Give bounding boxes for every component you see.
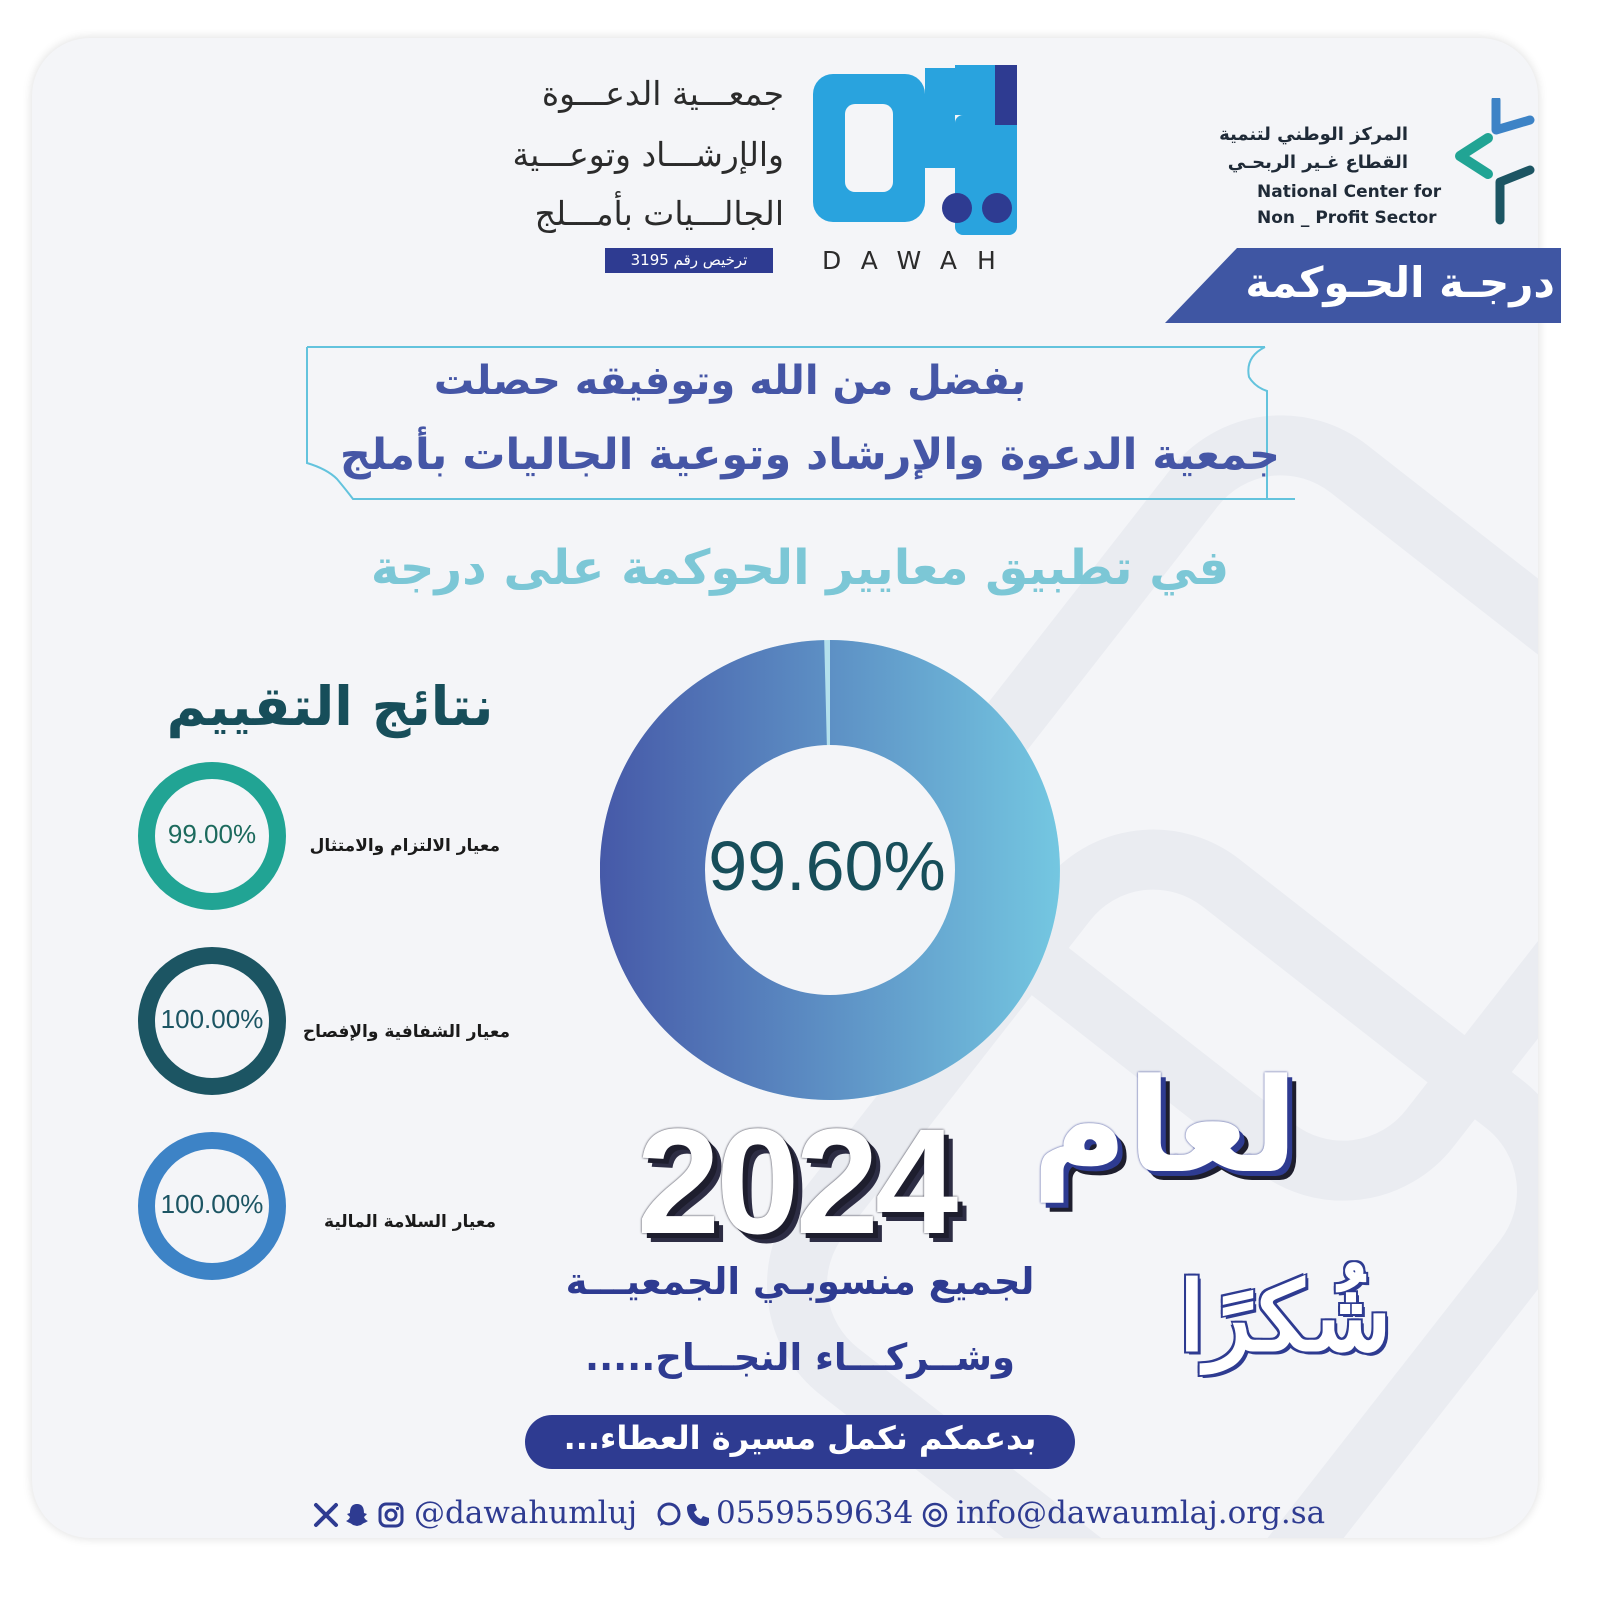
- thanks-calligraphy: شُكرًا: [1178, 1260, 1392, 1373]
- snapchat-icon[interactable]: [344, 1502, 370, 1528]
- ncnp-arabic-line: القطاع غـير الربحـي: [1227, 152, 1408, 173]
- instagram-icon[interactable]: [378, 1502, 404, 1528]
- association-name-line: جمعـــية الدعـــوة: [541, 74, 784, 113]
- whatsapp-icon[interactable]: [656, 1502, 682, 1528]
- motto-text: بدعمكم نكمل مسيرة العطاء...: [563, 1419, 1037, 1457]
- statement-line-1: بفضل من الله وتوفيقه حصلت: [433, 358, 1027, 404]
- ncnp-arabic-line: المركز الوطني لتنمية: [1219, 124, 1408, 145]
- year-prefix: لعام: [1031, 1050, 1299, 1202]
- ncnp-english-line: Non _ Profit Sector: [1257, 208, 1437, 228]
- result-ring: [138, 1132, 286, 1280]
- social-handle[interactable]: @dawahumluj: [414, 1495, 638, 1531]
- association-name-line: والإرشـــاد وتوعـــية: [512, 135, 784, 174]
- results-title: نتائج التقييم: [166, 675, 494, 738]
- result-ring: [138, 947, 286, 1095]
- statement-line-2: جمعية الدعوة والإرشاد وتوعية الجاليات بأملج: [339, 430, 1280, 480]
- phone-icon[interactable]: [685, 1502, 711, 1528]
- association-name-line: الجالـــيات بأمـــلج: [534, 194, 784, 233]
- email-address[interactable]: info@dawaumlaj.org.sa: [956, 1495, 1326, 1531]
- result-label: معيار الالتزام والامتثال: [309, 836, 500, 856]
- dawah-latin-name: DAWAH: [822, 246, 1016, 275]
- thanks-line-2: وشــركـــاء النجـــاح.....: [585, 1336, 1015, 1379]
- year-number: 2024: [636, 1097, 955, 1265]
- dawah-logo-icon: [805, 60, 1025, 250]
- thanks-line-1: لجميع منسوبـي الجمعيـــة: [565, 1260, 1035, 1303]
- license-badge: ترخيص رقم 3195: [605, 248, 773, 273]
- phone-number[interactable]: 0559559634: [716, 1495, 914, 1531]
- result-value: 99.00%: [167, 819, 257, 849]
- x-icon[interactable]: [313, 1502, 339, 1528]
- overall-score-value: 99.60%: [708, 827, 946, 905]
- ncnp-english-line: National Center for: [1257, 182, 1442, 202]
- result-value: 100.00%: [160, 1189, 264, 1219]
- result-value: 100.00%: [160, 1004, 264, 1034]
- result-label: معيار الشفافية والإفصاح: [302, 1022, 510, 1042]
- result-label: معيار السلامة المالية: [324, 1212, 496, 1232]
- ncnp-emblem-icon: [1448, 98, 1538, 228]
- statement-line-3: في تطبيق معايير الحوكمة على درجة: [370, 540, 1230, 596]
- governance-banner-title: درجـة الحـوكمة: [1245, 258, 1555, 307]
- web-icon[interactable]: [922, 1502, 948, 1528]
